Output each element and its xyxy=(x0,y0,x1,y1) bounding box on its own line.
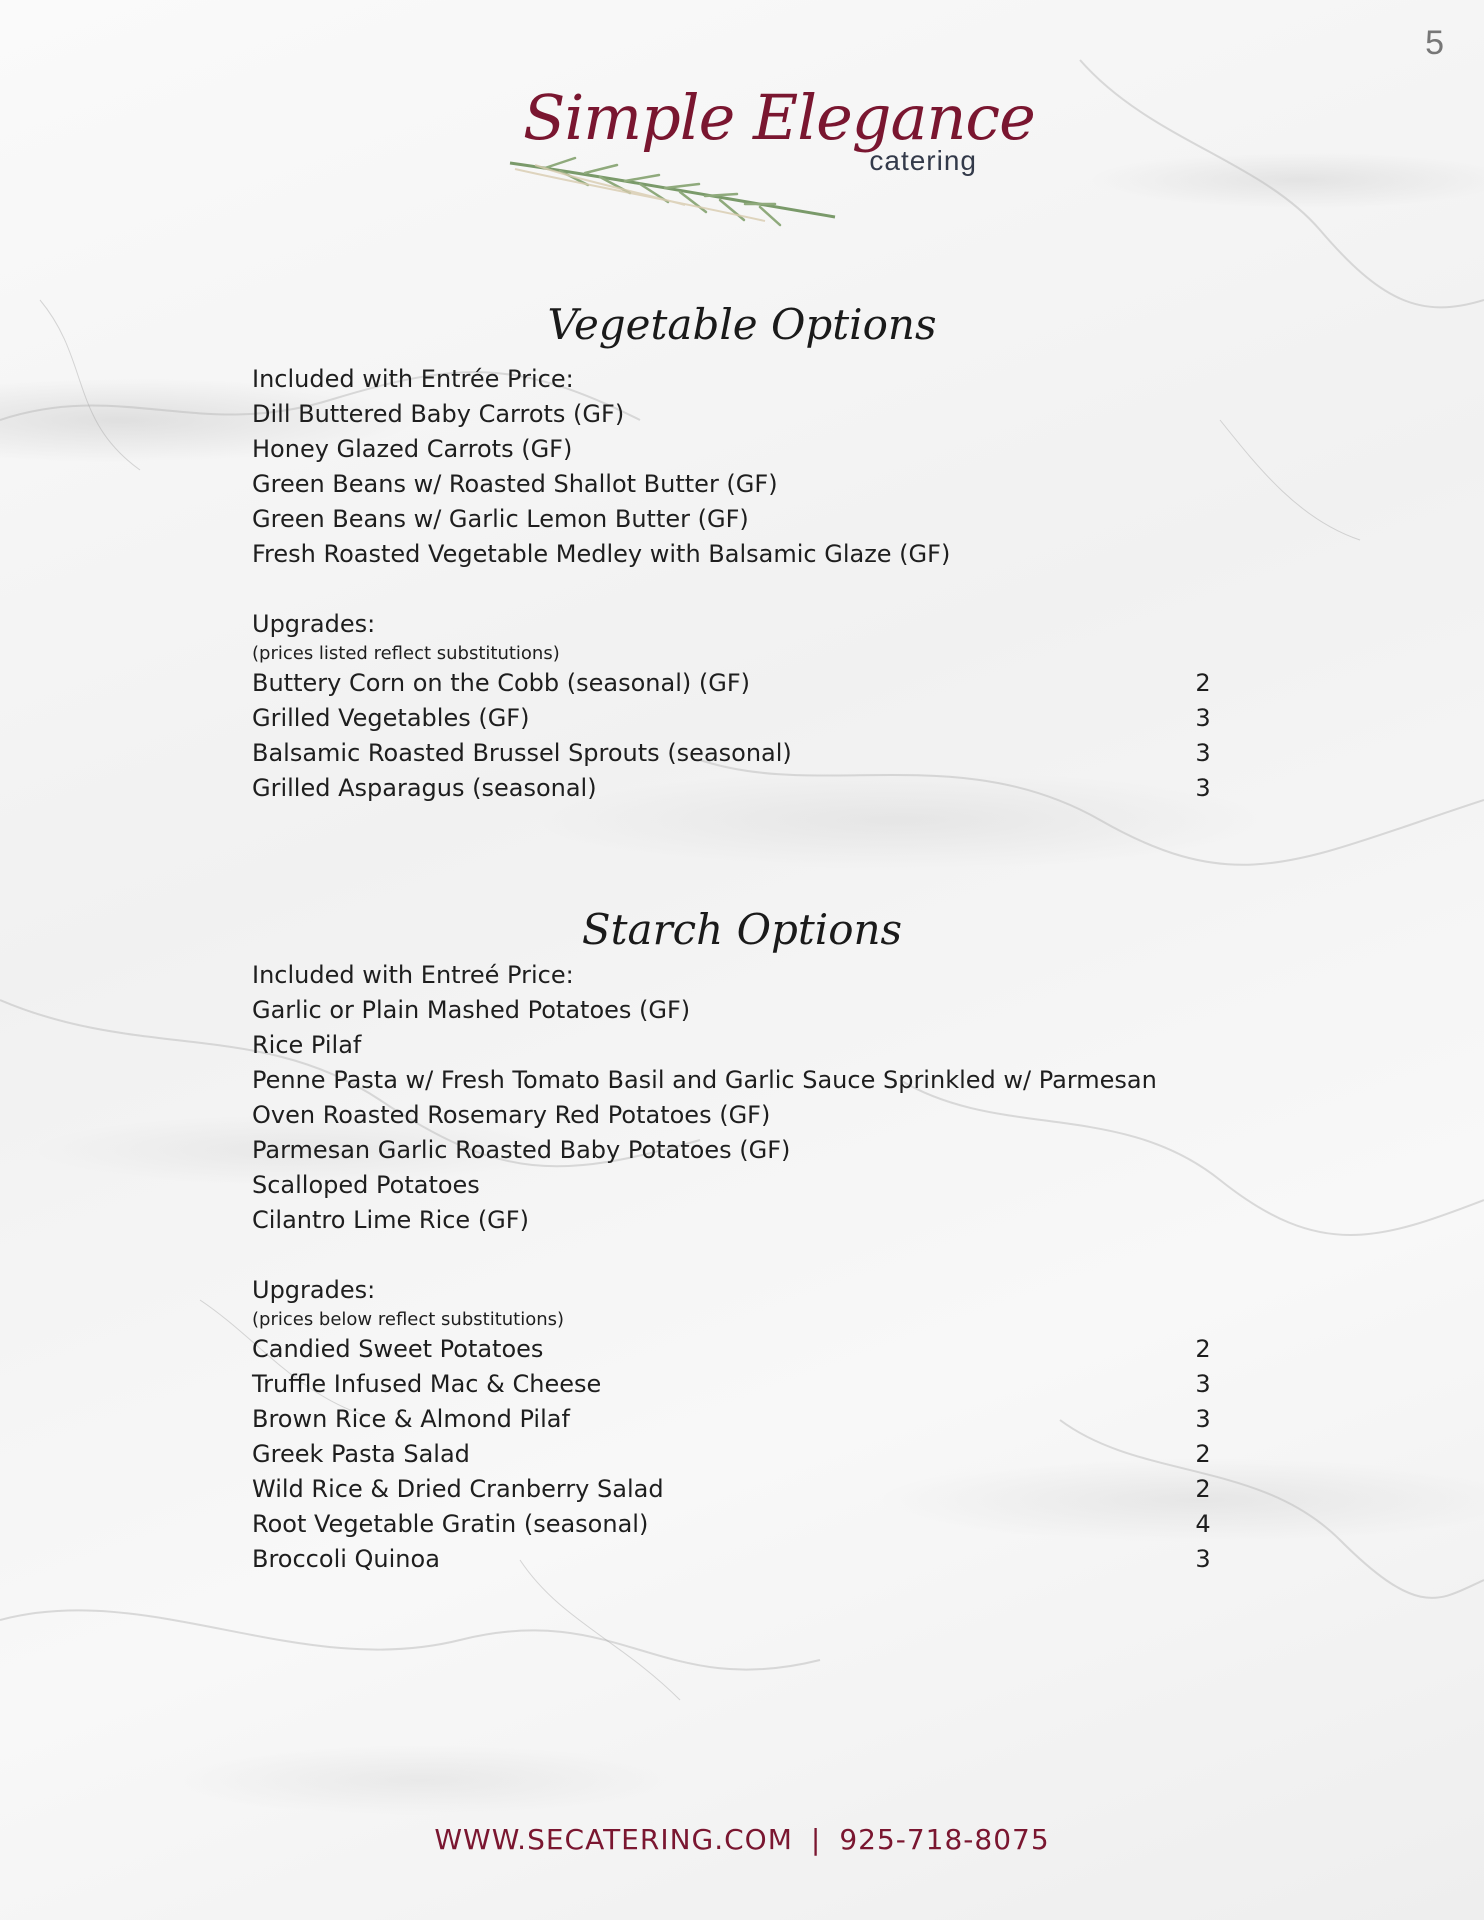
list-item: Garlic or Plain Mashed Potatoes (GF) xyxy=(252,996,691,1024)
upgrades-heading: Upgrades: xyxy=(252,1276,376,1304)
phone-number[interactable]: 925-718-8075 xyxy=(839,1823,1050,1856)
list-item: Oven Roasted Rosemary Red Potatoes (GF) xyxy=(252,1101,771,1129)
price: 3 xyxy=(1195,1545,1211,1573)
upgrade-item: Greek Pasta Salad 2 xyxy=(252,1437,1218,1472)
list-item: Parmesan Garlic Roasted Baby Potatoes (GF) xyxy=(252,1136,791,1164)
price: 2 xyxy=(1195,1335,1211,1363)
upgrade-item: Grilled Asparagus (seasonal) 3 xyxy=(252,771,1218,806)
price: 3 xyxy=(1195,1370,1211,1398)
price: 3 xyxy=(1195,704,1211,732)
upgrade-item: Wild Rice & Dried Cranberry Salad 2 xyxy=(252,1472,1218,1507)
price: 3 xyxy=(1195,774,1211,802)
price: 2 xyxy=(1195,1440,1211,1468)
upgrade-item: Root Vegetable Gratin (seasonal) 4 xyxy=(252,1507,1218,1542)
upgrade-item: Candied Sweet Potatoes 2 xyxy=(252,1332,1218,1367)
upgrades-heading: Upgrades: xyxy=(252,610,376,638)
website-link[interactable]: WWW.SECATERING.COM xyxy=(434,1823,793,1856)
brand-name: Simple Elegance xyxy=(523,81,1035,154)
list-item: Fresh Roasted Vegetable Medley with Balsamic Glaze (GF) xyxy=(252,540,951,568)
list-item: Cilantro Lime Rice (GF) xyxy=(252,1206,529,1234)
starch-section xyxy=(252,958,1218,1577)
upgrades-note: (prices below reflect substitutions) xyxy=(252,1309,565,1330)
price: 3 xyxy=(1195,739,1211,767)
price: 2 xyxy=(1195,1475,1211,1503)
list-item: Dill Buttered Baby Carrots (GF) xyxy=(252,400,625,428)
included-heading: Included with Entreé Price: xyxy=(252,961,574,989)
vegetable-section-title: Vegetable Options xyxy=(547,300,937,349)
upgrade-item: Truffle Infused Mac & Cheese 3 xyxy=(252,1367,1218,1402)
footer-separator: | xyxy=(810,1823,822,1856)
page-number: 5 xyxy=(1425,24,1444,62)
upgrades-note: (prices listed reflect substitutions) xyxy=(252,643,560,664)
footer-contact xyxy=(0,1823,1484,1856)
upgrade-item: Brown Rice & Almond Pilaf 3 xyxy=(252,1402,1218,1437)
list-item: Green Beans w/ Roasted Shallot Butter (GF) xyxy=(252,470,778,498)
vegetable-section xyxy=(252,362,1218,806)
list-item: Penne Pasta w/ Fresh Tomato Basil and Garlic Sauce Sprinkled w/ Parmesan xyxy=(252,1066,1157,1094)
upgrade-item: Buttery Corn on the Cobb (seasonal) (GF) 2 xyxy=(252,666,1218,701)
brand-subtitle: catering xyxy=(869,145,977,176)
included-heading: Included with Entrée Price: xyxy=(252,365,574,393)
list-item: Green Beans w/ Garlic Lemon Butter (GF) xyxy=(252,505,749,533)
upgrade-item: Broccoli Quinoa 3 xyxy=(252,1542,1218,1577)
list-item: Honey Glazed Carrots (GF) xyxy=(252,435,573,463)
list-item: Rice Pilaf xyxy=(252,1031,362,1059)
list-item: Scalloped Potatoes xyxy=(252,1171,480,1199)
price: 3 xyxy=(1195,1405,1211,1433)
brand-logo xyxy=(505,75,1035,235)
upgrade-item: Grilled Vegetables (GF) 3 xyxy=(252,701,1218,736)
price: 4 xyxy=(1195,1510,1211,1538)
starch-section-title: Starch Options xyxy=(581,905,903,954)
upgrade-item: Balsamic Roasted Brussel Sprouts (seasonal) 3 xyxy=(252,736,1218,771)
price: 2 xyxy=(1195,669,1211,697)
